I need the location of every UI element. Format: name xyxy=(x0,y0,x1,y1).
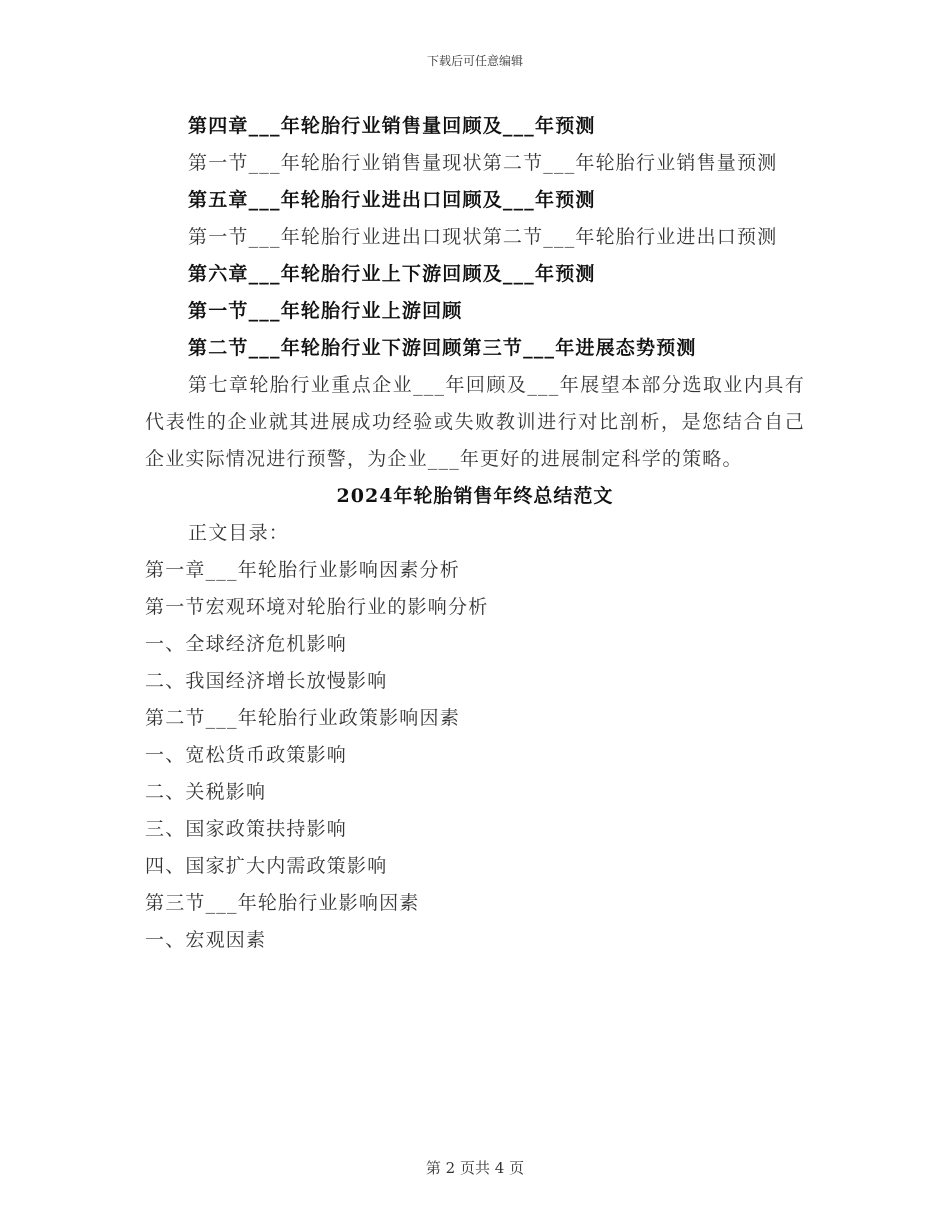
chapter-7-paragraph: 第七章轮胎行业重点企业___年回顾及___年展望本部分选取业内具有代表性的企业就其进展成功经验或失败教训进行对比剖析，是您结合自己企业实际情况进行预警，为企业___年更好的进展制定科学的策略。 xyxy=(145,374,805,470)
chapter-6-section-2-3: 第二节___年轮胎行业下游回顾第三节___年进展态势预测 xyxy=(188,337,697,359)
toc-item: 第三节___年轮胎行业影响因素 xyxy=(145,892,420,914)
toc-item: 一、宏观因素 xyxy=(145,929,267,951)
toc-item: 第一节宏观环境对轮胎行业的影响分析 xyxy=(145,596,489,618)
toc-item: 四、国家扩大内需政策影响 xyxy=(145,855,388,877)
toc-item: 三、国家政策扶持影响 xyxy=(145,818,348,840)
document-body xyxy=(145,108,805,959)
chapter-5-heading: 第五章___年轮胎行业进出口回顾及___年预测 xyxy=(188,189,596,211)
chapter-4-heading: 第四章___年轮胎行业销售量回顾及___年预测 xyxy=(188,115,596,137)
toc-item: 二、关税影响 xyxy=(145,781,267,803)
toc-item: 一、全球经济危机影响 xyxy=(145,633,348,655)
document-title: 2024年轮胎销售年终总结范文 xyxy=(336,485,614,507)
chapter-5-sections: 第一节___年轮胎行业进出口现状第二节___年轮胎行业进出口预测 xyxy=(188,226,778,248)
toc-item: 一、宽松货币政策影响 xyxy=(145,744,348,766)
chapter-6-heading: 第六章___年轮胎行业上下游回顾及___年预测 xyxy=(188,263,596,285)
chapter-6-section-1: 第一节___年轮胎行业上游回顾 xyxy=(188,300,463,322)
toc-item: 二、我国经济增长放慢影响 xyxy=(145,670,388,692)
toc-item: 第二节___年轮胎行业政策影响因素 xyxy=(145,707,460,729)
toc-item: 第一章___年轮胎行业影响因素分析 xyxy=(145,559,460,581)
page-footer: 第 2 页共 4 页 xyxy=(425,1159,525,1177)
toc-label: 正文目录： xyxy=(188,522,290,544)
page-header: 下载后可任意编辑 xyxy=(426,54,523,68)
chapter-4-sections: 第一节___年轮胎行业销售量现状第二节___年轮胎行业销售量预测 xyxy=(188,152,778,174)
